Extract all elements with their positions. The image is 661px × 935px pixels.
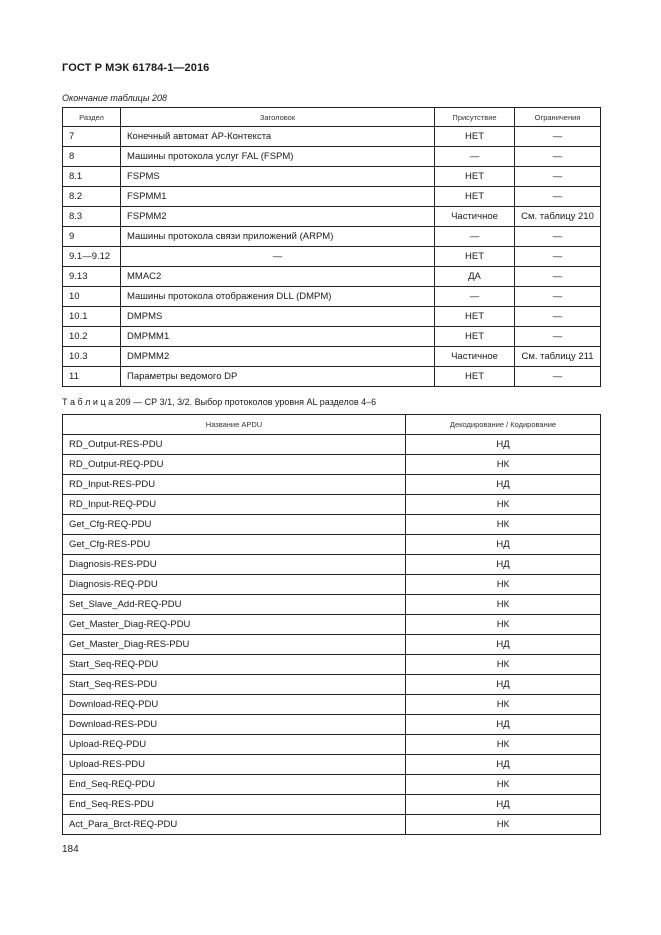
table-cell: НД: [406, 755, 601, 775]
table-cell: НК: [406, 775, 601, 795]
table-row: [63, 495, 601, 515]
table-cell: НК: [406, 515, 601, 535]
table-row: [63, 695, 601, 715]
table-cell: НД: [406, 795, 601, 815]
table-cell: —: [515, 287, 601, 307]
table-cell: MMAC2: [121, 267, 435, 287]
table-cell: DMPMM2: [121, 347, 435, 367]
table-row: [63, 675, 601, 695]
table-cell: НД: [406, 475, 601, 495]
table-row: [63, 515, 601, 535]
table-cell: —: [515, 227, 601, 247]
table-cell: —: [435, 227, 515, 247]
column-header: Присутствие: [435, 108, 515, 127]
table-row: [63, 455, 601, 475]
table-row: [63, 715, 601, 735]
table-cell: 10.2: [63, 327, 121, 347]
table-cell: НД: [406, 675, 601, 695]
table-cell: НК: [406, 815, 601, 835]
table-cell: Upload-REQ-PDU: [63, 735, 406, 755]
table-row: [63, 655, 601, 675]
table-cell: —: [515, 307, 601, 327]
table-cell: End_Seq-REQ-PDU: [63, 775, 406, 795]
table-row: [63, 795, 601, 815]
table-cell: —: [515, 327, 601, 347]
table-cell: 10.3: [63, 347, 121, 367]
table-cell: —: [121, 247, 435, 267]
table-208-caption: Окончание таблицы 208: [62, 93, 167, 103]
table-cell: НК: [406, 695, 601, 715]
table-cell: Частичное: [435, 207, 515, 227]
table-row: [63, 227, 601, 247]
table-cell: Get_Cfg-RES-PDU: [63, 535, 406, 555]
table-cell: 7: [63, 127, 121, 147]
table-cell: НД: [406, 535, 601, 555]
table-cell: RD_Output-RES-PDU: [63, 435, 406, 455]
table-cell: 8.1: [63, 167, 121, 187]
table-cell: НЕТ: [435, 307, 515, 327]
table-row: [63, 287, 601, 307]
table-row: [63, 435, 601, 455]
table-cell: —: [515, 247, 601, 267]
table-row: [63, 615, 601, 635]
table-208: [62, 107, 601, 387]
table-cell: НК: [406, 655, 601, 675]
table-row: [63, 367, 601, 387]
table-cell: Get_Master_Diag-RES-PDU: [63, 635, 406, 655]
table-cell: RD_Input-RES-PDU: [63, 475, 406, 495]
table-cell: Конечный автомат AP-Контекста: [121, 127, 435, 147]
table-row: [63, 187, 601, 207]
table-cell: Set_Slave_Add-REQ-PDU: [63, 595, 406, 615]
table-cell: Частичное: [435, 347, 515, 367]
table-cell: Act_Para_Brct-REQ-PDU: [63, 815, 406, 835]
table-cell: Машины протокола услуг FAL (FSPM): [121, 147, 435, 167]
table-cell: Diagnosis-RES-PDU: [63, 555, 406, 575]
table-cell: DMPMM1: [121, 327, 435, 347]
table-cell: FSPMM2: [121, 207, 435, 227]
table-cell: RD_Input-REQ-PDU: [63, 495, 406, 515]
table-cell: НД: [406, 555, 601, 575]
table-cell: Машины протокола отображения DLL (DMPM): [121, 287, 435, 307]
table-row: [63, 815, 601, 835]
table-row: [63, 475, 601, 495]
table-cell: 9: [63, 227, 121, 247]
table-cell: См. таблицу 210: [515, 207, 601, 227]
table-209-caption: Т а б л и ц а 209 — СР 3/1, 3/2. Выбор протоколов уровня AL разделов 4–6: [62, 397, 377, 407]
table-row: [63, 535, 601, 555]
table-row: [63, 555, 601, 575]
column-header: Декодирование / Кодирование: [406, 415, 601, 435]
table-cell: НД: [406, 435, 601, 455]
table-cell: —: [515, 367, 601, 387]
table-header-row: [63, 108, 601, 127]
table-cell: НД: [406, 635, 601, 655]
table-cell: RD_Output-REQ-PDU: [63, 455, 406, 475]
table-row: [63, 575, 601, 595]
table-row: [63, 247, 601, 267]
table-cell: Download-REQ-PDU: [63, 695, 406, 715]
table-row: [63, 207, 601, 227]
table-cell: DMPMS: [121, 307, 435, 327]
table-cell: НЕТ: [435, 327, 515, 347]
table-row: [63, 775, 601, 795]
page-number: 184: [62, 844, 79, 855]
document-header: ГОСТ Р МЭК 61784-1—2016: [62, 62, 210, 74]
table-cell: НК: [406, 595, 601, 615]
table-cell: См. таблицу 211: [515, 347, 601, 367]
table-cell: НК: [406, 735, 601, 755]
table-cell: 9.13: [63, 267, 121, 287]
table-header-row: [63, 415, 601, 435]
table-row: [63, 635, 601, 655]
table-cell: Upload-RES-PDU: [63, 755, 406, 775]
table-cell: 8.3: [63, 207, 121, 227]
table-row: [63, 307, 601, 327]
table-cell: —: [435, 147, 515, 167]
table-cell: —: [515, 187, 601, 207]
table-cell: —: [515, 167, 601, 187]
table-cell: Параметры ведомого DP: [121, 367, 435, 387]
table-cell: —: [515, 127, 601, 147]
table-cell: Get_Cfg-REQ-PDU: [63, 515, 406, 535]
table-row: [63, 147, 601, 167]
column-header: Заголовок: [121, 108, 435, 127]
table-cell: 8: [63, 147, 121, 167]
table-cell: НЕТ: [435, 247, 515, 267]
table-row: [63, 735, 601, 755]
table-cell: НК: [406, 455, 601, 475]
table-row: [63, 595, 601, 615]
table-cell: FSPMS: [121, 167, 435, 187]
table-cell: НК: [406, 575, 601, 595]
table-cell: НЕТ: [435, 167, 515, 187]
table-row: [63, 327, 601, 347]
table-row: [63, 127, 601, 147]
table-cell: НД: [406, 715, 601, 735]
table-cell: —: [515, 147, 601, 167]
table-cell: Машины протокола связи приложений (ARPM): [121, 227, 435, 247]
table-cell: 9.1—9.12: [63, 247, 121, 267]
table-cell: FSPMM1: [121, 187, 435, 207]
table-cell: 10.1: [63, 307, 121, 327]
table-cell: End_Seq-RES-PDU: [63, 795, 406, 815]
table-cell: 8.2: [63, 187, 121, 207]
table-cell: НК: [406, 615, 601, 635]
table-cell: Download-RES-PDU: [63, 715, 406, 735]
column-header: Название APDU: [63, 415, 406, 435]
table-cell: 10: [63, 287, 121, 307]
table-cell: Start_Seq-REQ-PDU: [63, 655, 406, 675]
table-row: [63, 267, 601, 287]
table-cell: 11: [63, 367, 121, 387]
table-cell: НЕТ: [435, 127, 515, 147]
table-cell: —: [435, 287, 515, 307]
table-row: [63, 755, 601, 775]
table-cell: Start_Seq-RES-PDU: [63, 675, 406, 695]
table-row: [63, 347, 601, 367]
table-cell: ДА: [435, 267, 515, 287]
table-cell: —: [515, 267, 601, 287]
table-row: [63, 167, 601, 187]
table-cell: НЕТ: [435, 367, 515, 387]
table-209: [62, 414, 601, 835]
column-header: Раздел: [63, 108, 121, 127]
table-cell: Diagnosis-REQ-PDU: [63, 575, 406, 595]
table-cell: НК: [406, 495, 601, 515]
table-cell: НЕТ: [435, 187, 515, 207]
column-header: Ограничения: [515, 108, 601, 127]
table-cell: Get_Master_Diag-REQ-PDU: [63, 615, 406, 635]
